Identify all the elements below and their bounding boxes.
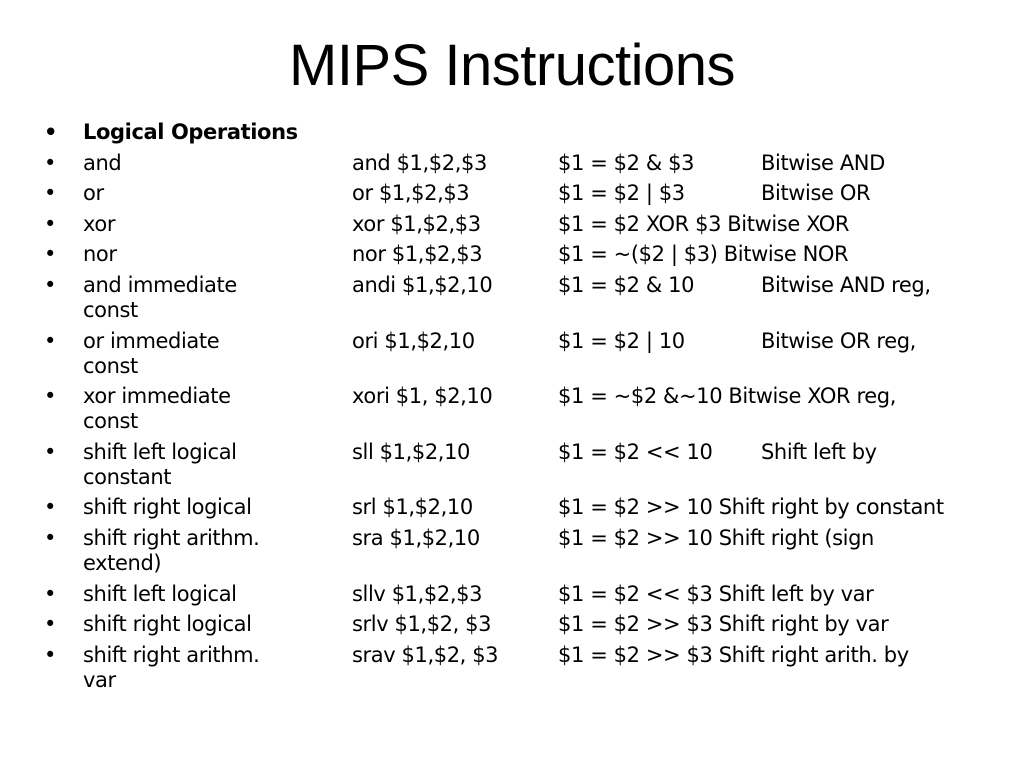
instruction-syntax: or $1,$2,$3 [352,181,470,206]
instruction-name: • xor [83,211,116,236]
instruction-meaning: $1 = $2 >> 10 Shift right (sign [558,525,874,550]
instruction-meaning: $1 = $2 << $3 Shift left by var [558,581,874,606]
instruction-meaning: $1 = ~$2 &~10 Bitwise XOR reg, [558,384,896,409]
instruction-description: Bitwise OR reg, [761,328,916,353]
instruction-row [40,495,1000,520]
instruction-continuation: extend) [83,550,162,575]
instruction-meaning: $1 = $2 >> 10 Shift right by constant [558,495,944,520]
instruction-row [40,329,1000,379]
instruction-description: Bitwise OR [761,181,871,206]
instruction-name: • and [83,150,122,175]
section-heading: • Logical Operations [40,120,1000,145]
instruction-meaning: $1 = $2 & 10 [558,272,695,297]
instruction-line [83,212,1000,237]
instruction-syntax: ori $1,$2,10 [352,328,475,353]
instruction-meaning: $1 = $2 | $3 [558,181,685,206]
instruction-row [40,384,1000,434]
instruction-line [83,643,1000,668]
instruction-meaning: $1 = ~($2 | $3) Bitwise NOR [558,242,849,267]
instruction-meaning: $1 = $2 >> $3 Shift right by var [558,612,889,637]
instruction-description: Bitwise AND reg, [761,272,931,297]
instruction-description: Shift left by [761,439,877,464]
instruction-syntax: sllv $1,$2,$3 [352,581,483,606]
instruction-line [83,526,1000,551]
instruction-name: • xor immediate [83,384,231,409]
instruction-row [40,612,1000,637]
instruction-row [40,212,1000,237]
instruction-continuation: const [83,353,138,378]
instruction-syntax: andi $1,$2,10 [352,272,493,297]
instruction-name: • shift left logical [83,581,237,606]
instruction-syntax: and $1,$2,$3 [352,150,487,175]
instruction-row [40,643,1000,693]
instruction-row [40,181,1000,206]
instruction-syntax: srl $1,$2,10 [352,495,473,520]
instruction-syntax: sll $1,$2,10 [352,439,471,464]
instruction-continuation: const [83,297,138,322]
instruction-name: • or immediate [83,328,220,353]
instruction-name: • shift right arithm. [83,525,260,550]
instruction-name: • nor [83,242,117,267]
instruction-list [40,120,1000,698]
instruction-line [83,181,1000,206]
instruction-row [40,151,1000,176]
instruction-syntax: sra $1,$2,10 [352,525,480,550]
instruction-row [40,273,1000,323]
instruction-line [83,495,1000,520]
instruction-line [83,582,1000,607]
instruction-line [83,384,1000,409]
instruction-name: • shift left logical [83,439,237,464]
instruction-line [83,440,1000,465]
instruction-meaning: $1 = $2 >> $3 Shift right arith. by [558,642,909,667]
instruction-syntax: xori $1, $2,10 [352,384,493,409]
instruction-description: Bitwise AND [761,150,885,175]
instruction-line [83,273,1000,298]
instruction-name: • shift right arithm. [83,642,260,667]
instruction-meaning: $1 = $2 XOR $3 Bitwise XOR [558,211,850,236]
instruction-continuation: constant [83,464,172,489]
slide-title: MIPS Instructions [289,33,735,98]
instruction-meaning: $1 = $2 & $3 [558,150,695,175]
instruction-meaning: $1 = $2 | 10 [558,328,685,353]
instruction-row [40,242,1000,267]
instruction-name: • and immediate [83,272,237,297]
instruction-row [40,440,1000,490]
instruction-line [83,242,1000,267]
instruction-name: • shift right logical [83,495,252,520]
instruction-syntax: nor $1,$2,$3 [352,242,483,267]
instruction-line [83,151,1000,176]
instruction-line [83,329,1000,354]
instruction-continuation: var [83,667,116,692]
instruction-row [40,582,1000,607]
instruction-syntax: xor $1,$2,$3 [352,211,481,236]
instruction-row [40,526,1000,576]
instruction-name: • shift right logical [83,612,252,637]
instruction-name: • or [83,181,104,206]
instruction-line [83,612,1000,637]
instruction-continuation: const [83,409,138,434]
instruction-syntax: srav $1,$2, $3 [352,642,499,667]
instruction-syntax: srlv $1,$2, $3 [352,612,492,637]
instruction-meaning: $1 = $2 << 10 [558,439,713,464]
